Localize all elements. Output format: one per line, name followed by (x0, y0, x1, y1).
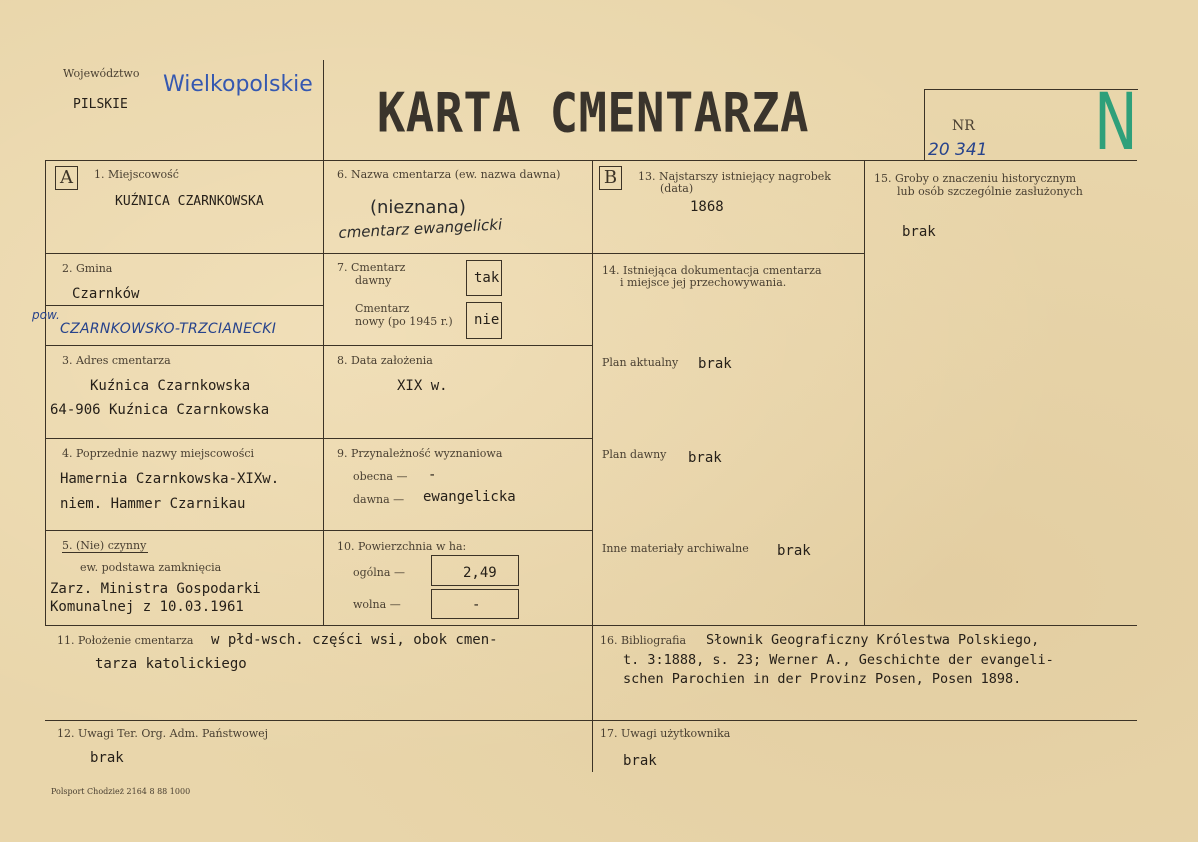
f5-sub: ew. podstawa zamknięcia (80, 561, 222, 574)
section-b-box: B (599, 166, 622, 190)
f9-dawna-value: ewangelicka (423, 489, 516, 505)
f12-value: brak (90, 750, 124, 766)
wojewodztwo-label: Województwo (63, 67, 140, 80)
f10-wolna-value: - (472, 597, 481, 613)
header-divider (323, 60, 324, 160)
powiat-prefix: pow. (32, 308, 60, 322)
f5-line1: Zarz. Ministra Gospodarki (50, 581, 261, 597)
f15-label1: 15. Groby o znaczeniu historycznym (874, 172, 1077, 185)
row-line-1 (45, 253, 592, 254)
f10-ogolna-label: ogólna — (353, 566, 405, 579)
f5-line2: Komunalnej z 10.03.1961 (50, 599, 244, 615)
nr-label: NR (952, 118, 975, 134)
wojewodztwo-value: PILSKIE (73, 97, 128, 112)
f11-line1: w płd-wsch. części wsi, obok cmen- (211, 632, 498, 648)
powiat-value: CZARNKOWSKO-TRZCIANECKI (60, 321, 277, 337)
f7-label-b1: Cmentarz (355, 302, 410, 315)
f3-label: 3. Adres cmentarza (62, 354, 171, 367)
f3-line2: 64-906 Kuźnica Czarnkowska (50, 402, 270, 418)
f7-label-a1: 7. Cmentarz (337, 261, 406, 274)
f15-value: brak (902, 224, 936, 240)
f1-value: KUŹNICA CZARNKOWSKA (115, 194, 264, 209)
f11-line2: tarza katolickiego (95, 656, 247, 672)
f16-label: 16. Bibliografia (600, 634, 687, 647)
f9-label: 9. Przynależność wyznaniowa (337, 447, 503, 460)
f12-label: 12. Uwagi Ter. Org. Adm. Państwowej (57, 727, 269, 740)
f7-value-a: tak (474, 270, 500, 286)
grid-col1 (323, 160, 324, 625)
f7-label-a2: dawny (355, 274, 392, 287)
f7-value-b: nie (474, 312, 500, 328)
grid-col2 (592, 160, 593, 772)
f17-value: brak (623, 753, 657, 769)
f14-label1: 14. Istniejąca dokumentacja cmentarza (602, 264, 822, 277)
wojewodztwo-stamp: Wielkopolskie (163, 72, 313, 97)
f14-label2: i miejsce jej przechowywania. (620, 276, 787, 289)
plan-aktualny-label: Plan aktualny (602, 356, 679, 369)
nr-value: 20 341 (928, 140, 988, 160)
f4-line1: Hamernia Czarnkowska-XIXw. (60, 471, 280, 487)
f10-wolna-label: wolna — (353, 598, 401, 611)
f2-label: 2. Gmina (62, 262, 113, 275)
row-line-5 (45, 625, 1137, 626)
row-line-b1 (592, 253, 864, 254)
f8-value: XIX w. (397, 378, 448, 394)
f6-value1: (nieznana) (370, 197, 466, 218)
f5-label: 5. (Nie) czynny (62, 539, 147, 552)
f10-ogolna-value: 2,49 (463, 565, 497, 581)
f4-line2: niem. Hammer Czarnikau (60, 496, 246, 512)
inne-value: brak (777, 543, 811, 559)
f1-label: 1. Miejscowość (94, 168, 179, 181)
nr-mark: N (1094, 78, 1138, 168)
plan-dawny-value: brak (688, 450, 722, 466)
f16-line1: Słownik Geograficzny Królestwa Polskiego, (706, 632, 1040, 648)
grid-col3 (864, 160, 865, 625)
row-line-3 (45, 438, 592, 439)
f17-label: 17. Uwagi użytkownika (600, 727, 731, 740)
printer-footer: Polsport Chodzież 2164 8 88 1000 (51, 787, 191, 796)
grid-top (45, 160, 1137, 161)
f13-value: 1868 (690, 199, 724, 215)
row-line-4 (45, 530, 592, 531)
f13-label1: 13. Najstarszy istniejący nagrobek (638, 170, 831, 183)
f8-label: 8. Data założenia (337, 354, 433, 367)
f9-dawna-label: dawna — (353, 493, 405, 506)
f4-label: 4. Poprzednie nazwy miejscowości (62, 447, 255, 460)
f3-line1: Kuźnica Czarnkowska (90, 378, 251, 394)
f16-line3: schen Parochien in der Provinz Posen, Posen 1898. (623, 671, 1022, 687)
row-line-2 (45, 345, 592, 346)
section-a-box: A (55, 166, 78, 190)
f16-line2: t. 3:1888, s. 23; Werner A., Geschichte der evangeli- (623, 652, 1054, 668)
f11-label: 11. Położenie cmentarza (57, 634, 194, 647)
f7-label-b2: nowy (po 1945 r.) (355, 315, 453, 328)
row-line-6 (45, 720, 1137, 721)
inne-label: Inne materiały archiwalne (602, 542, 749, 555)
f9-obecna-value: - (428, 467, 437, 483)
f6-value2: cmentarz ewangelicki (338, 215, 503, 242)
f6-label: 6. Nazwa cmentarza (ew. nazwa dawna) (337, 168, 561, 181)
grid-left (45, 160, 46, 625)
card-title: KARTA CMENTARZA (377, 82, 809, 146)
nr-box-left (924, 89, 925, 160)
f2-value: Czarnków (72, 286, 140, 302)
plan-aktualny-value: brak (698, 356, 732, 372)
f10-label: 10. Powierzchnia w ha: (337, 540, 467, 553)
plan-dawny-label: Plan dawny (602, 448, 667, 461)
f13-label2: (data) (660, 182, 694, 195)
row-line-gmina (45, 305, 323, 306)
f15-label2: lub osób szczególnie zasłużonych (897, 185, 1083, 198)
f9-obecna-label: obecna — (353, 470, 408, 483)
